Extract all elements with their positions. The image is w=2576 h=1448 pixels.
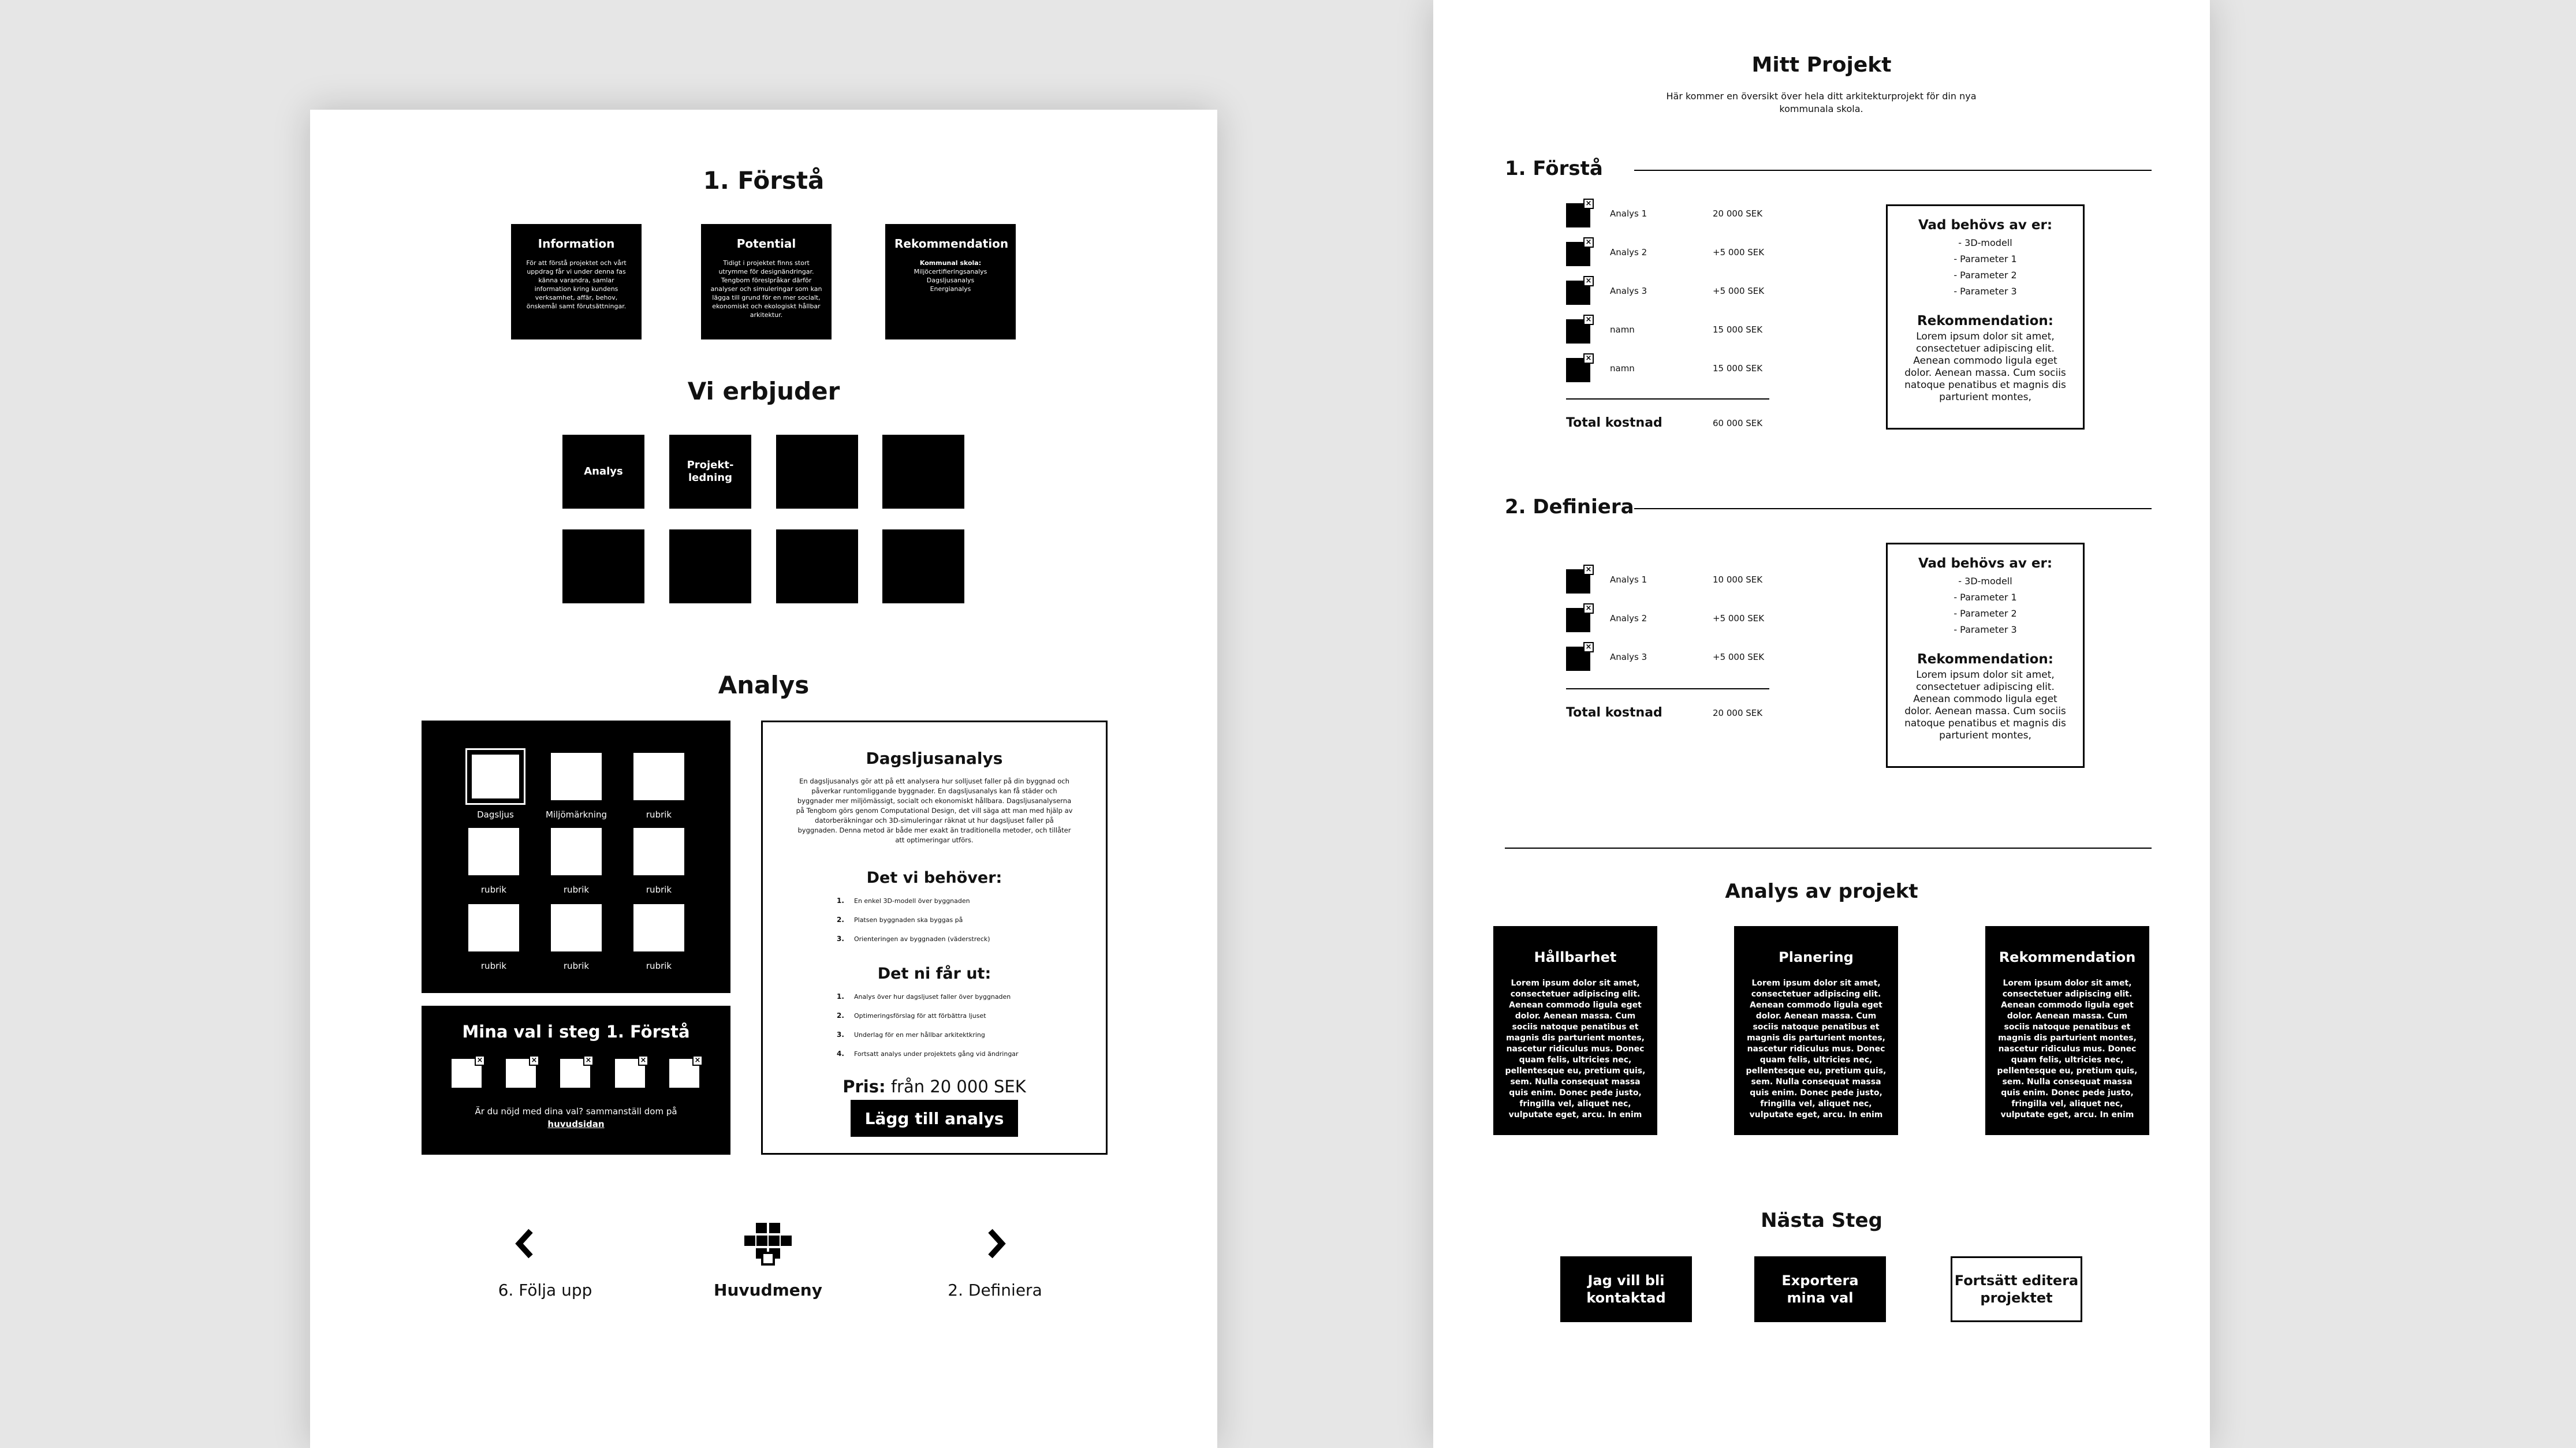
analysis-detail-box — [761, 721, 1108, 1155]
total-value: 20 000 SEK — [1713, 708, 1763, 718]
analysis-title: Analys — [718, 671, 810, 699]
requirement-item: - Parameter 3 — [1954, 286, 2017, 297]
requirement-item: - Parameter 1 — [1954, 592, 2017, 603]
requirement-item: - 3D-modell — [1958, 237, 2012, 248]
remove-icon[interactable]: × — [1583, 642, 1594, 652]
tile-label: rubrik — [480, 961, 507, 971]
detail-body: En dagsljusanalys gör att på ett analysera hur solljuset faller på din byggnad och påverkar runtomliggande byggnader. En dagsljusanalys kan få städer och byggnader mer miljömässigt, socialt och ekonomiskt hållbara. Dagsljusanalyserna på Tengbom görs genom Computational Design, det vill säga att man med hjälp av datorberäkningar och 3D-simuleringar räknat ut hur dagsljuset faller på byggnaden. Denna metod är både mer exakt än traditionella metoder, och tillåter att optimeringar utförs. — [796, 777, 1073, 844]
requirements-title: Vad behövs av er: — [1918, 218, 2053, 233]
card-body: Lorem ipsum dolor sit amet, consectetuer adipiscing elit. Aenean commodo ligula eget dolor. Aenean massa. Cum sociis natoque penatibus et magnis dis parturient montes, nascetur ridiculus mus. Donec quam felis, ultricies nec, pellentesque eu, pretium quis, sem. Nulla consequat massa quis enim. Donec pede justo, fringilla vel, aliquet nec, vulputate eget, arcu. In enim — [1505, 979, 1646, 1119]
total-label: Total kostnad — [1566, 416, 1662, 430]
item-name: Analys 3 — [1610, 652, 1647, 662]
nav-home-label[interactable]: Huvudmeny — [714, 1281, 822, 1300]
gets-title: Det ni får ut: — [877, 965, 991, 983]
item-price: 15 000 SEK — [1713, 324, 1763, 335]
section-title-definiera: 2. Definiera — [1505, 495, 1634, 518]
choice-slot[interactable] — [452, 1056, 483, 1088]
chevron-right-icon[interactable] — [981, 1227, 1009, 1260]
divider — [1634, 170, 2152, 171]
need-item: 3. Orienteringen av byggnaden (väderstreck) — [837, 935, 990, 943]
detail-title: Dagsljusanalys — [866, 749, 1003, 768]
tile-label: rubrik — [480, 885, 507, 895]
main-menu-icon[interactable] — [744, 1223, 792, 1266]
item-checkbox[interactable] — [1566, 643, 1592, 671]
get-item: 3. Underlag för en mer hållbar arkitektkring — [837, 1031, 985, 1039]
analysis-tile[interactable] — [633, 828, 684, 875]
item-price: +5 000 SEK — [1713, 652, 1765, 662]
need-item: 1. En enkel 3D-modell över byggnaden — [837, 897, 970, 905]
offer-tile[interactable] — [669, 529, 751, 603]
chevron-left-icon[interactable] — [512, 1227, 540, 1260]
analysis-card-rekommendation[interactable] — [1985, 926, 2149, 1135]
analysis-tile[interactable] — [468, 828, 519, 875]
offer-analys[interactable]: Analys — [562, 435, 644, 509]
divider — [1566, 688, 1769, 689]
get-item: 1. Analys över hur dagsljuset faller över byggnaden — [837, 992, 1011, 1001]
card-title: Rekommendation — [1999, 949, 2136, 965]
info-card-body: Miljöcertifieringsanalys Dagsljusanalys Energianalys — [914, 268, 987, 293]
total-value: 60 000 SEK — [1713, 418, 1763, 428]
remove-icon[interactable]: × — [1583, 353, 1594, 364]
export-choices-button[interactable]: Exportera mina val — [1754, 1256, 1886, 1322]
divider — [1566, 398, 1769, 400]
remove-icon[interactable]: × — [1583, 603, 1594, 614]
tile-label: Miljömärkning — [546, 809, 607, 820]
need-item: 2. Platsen byggnaden ska byggas på — [837, 916, 963, 924]
choice-slot[interactable] — [506, 1056, 538, 1088]
remove-icon[interactable]: × — [692, 1055, 703, 1066]
tile-label: Dagsljus — [477, 809, 514, 820]
offer-tile[interactable] — [776, 435, 858, 509]
right-page — [1433, 0, 2210, 1448]
requirements-title: Vad behövs av er: — [1918, 556, 2053, 571]
item-name: Analys 2 — [1610, 247, 1647, 257]
analysis-tile[interactable] — [468, 904, 519, 951]
tile-label: rubrik — [563, 961, 590, 971]
item-price: +5 000 SEK — [1713, 613, 1765, 624]
requirements-box — [1886, 543, 2085, 768]
add-analysis-button[interactable]: Lägg till analys — [851, 1100, 1018, 1137]
project-title: Mitt Projekt — [1751, 53, 1892, 77]
remove-icon[interactable]: × — [638, 1055, 648, 1066]
info-card-body: För att förstå projektet och vårt uppdrag får vi under denna fas känna varandra, samlar information kring kundens verksamhet, affär, behov, önskemål samt förutsättningar. — [526, 259, 627, 310]
requirement-item: - Parameter 2 — [1954, 608, 2017, 619]
recommendation-title: Rekommendation: — [1917, 652, 2053, 667]
item-name: Analys 3 — [1610, 286, 1647, 296]
remove-icon[interactable]: × — [1583, 199, 1594, 209]
choice-slot[interactable] — [669, 1056, 701, 1088]
remove-icon[interactable]: × — [583, 1055, 594, 1066]
info-card-subtitle: Kommunal skola: — [919, 259, 982, 267]
analysis-card-planering[interactable] — [1734, 926, 1898, 1135]
analysis-tile-miljomarkning[interactable] — [551, 753, 602, 800]
continue-editing-button[interactable]: Fortsätt editera projektet — [1951, 1256, 2082, 1322]
item-checkbox[interactable] — [1566, 277, 1592, 305]
item-price: 20 000 SEK — [1713, 208, 1763, 219]
remove-icon[interactable]: × — [475, 1055, 485, 1066]
choice-slot[interactable] — [560, 1056, 592, 1088]
info-card-body: Tidigt i projektet finns stort utrymme för designändringar. Tengbom föreslpråkar därför analyser och simuleringar som kan lägga till grund för en mer socialt, ekonomiskt och ekologiskt hållbar arkitektur. — [710, 259, 822, 319]
analysis-tile[interactable] — [551, 828, 602, 875]
requirement-item: - Parameter 3 — [1954, 624, 2017, 635]
item-price: +5 000 SEK — [1713, 247, 1765, 257]
offer-projektledning[interactable]: Projekt- ledning — [669, 435, 751, 509]
requirement-item: - 3D-modell — [1958, 576, 2012, 587]
price: Pris: från 20 000 SEK — [842, 1077, 1026, 1096]
home-link[interactable]: huvudsidan — [547, 1119, 605, 1129]
tile-label: rubrik — [646, 885, 672, 895]
recommendation-title: Rekommendation: — [1917, 314, 2053, 329]
my-choices-panel — [422, 1006, 730, 1155]
section-title-forsta: 1. Förstå — [1505, 157, 1603, 180]
item-name: Analys 1 — [1610, 208, 1647, 219]
project-analysis-title: Analys av projekt — [1725, 880, 1918, 903]
remove-icon[interactable]: × — [529, 1055, 539, 1066]
offer-tile[interactable] — [882, 435, 964, 509]
recommendation-body: Lorem ipsum dolor sit amet, consectetuer adipiscing elit. Aenean commodo ligula eget dolor. Aenean massa. Cum sociis natoque penatibus et magnis dis parturient montes, — [1904, 669, 2066, 741]
remove-icon[interactable]: × — [1583, 565, 1594, 575]
item-name: namn — [1610, 363, 1635, 374]
total-label: Total kostnad — [1566, 706, 1662, 720]
divider — [1505, 848, 2152, 849]
info-card-title: Information — [538, 237, 615, 251]
item-checkbox[interactable] — [1566, 565, 1592, 594]
item-checkbox[interactable] — [1566, 315, 1592, 344]
item-name: Analys 1 — [1610, 574, 1647, 585]
requirement-item: - Parameter 2 — [1954, 270, 2017, 281]
item-price: +5 000 SEK — [1713, 286, 1765, 296]
my-choices-text: Är du nöjd med dina val? sammanställ dom på — [475, 1106, 677, 1117]
left-page — [310, 110, 1217, 1448]
get-item: 2. Optimeringsförslag för att förbättra ljuset — [837, 1012, 986, 1020]
card-title: Hållbarhet — [1534, 949, 1617, 965]
offer-tile[interactable] — [562, 529, 644, 603]
analysis-tile-dagsljus[interactable] — [470, 753, 521, 800]
analysis-tile-grid — [422, 721, 730, 993]
divider — [1634, 508, 2152, 509]
offer-title: Vi erbjuder — [687, 377, 840, 405]
card-body: Lorem ipsum dolor sit amet, consectetuer adipiscing elit. Aenean commodo ligula eget dolor. Aenean massa. Cum sociis natoque penatibus et magnis dis parturient montes, nascetur ridiculus mus. Donec quam felis, ultricies nec, pellentesque eu, pretium quis, sem. Nulla consequat massa quis enim. Donec pede justo, fringilla vel, aliquet nec, vulputate eget, arcu. In enim — [1997, 979, 2138, 1119]
remove-icon[interactable]: × — [1583, 315, 1594, 325]
item-checkbox[interactable] — [1566, 604, 1592, 632]
info-card-title: Potential — [736, 237, 796, 251]
info-card-title: Rekommendation — [894, 237, 1009, 251]
item-name: Analys 2 — [1610, 613, 1647, 624]
item-checkbox[interactable] — [1566, 199, 1592, 227]
analysis-card-hallbarhet[interactable] — [1493, 926, 1657, 1135]
tile-label: rubrik — [646, 809, 672, 820]
card-body: Lorem ipsum dolor sit amet, consectetuer adipiscing elit. Aenean commodo ligula eget dolor. Aenean massa. Cum sociis natoque penatibus et magnis dis parturient montes, nascetur ridiculus mus. Donec quam felis, ultricies nec, pellentesque eu, pretium quis, sem. Nulla consequat massa quis enim. Donec pede justo, fringilla vel, aliquet nec, vulputate eget, arcu. In enim — [1746, 979, 1887, 1119]
requirement-item: - Parameter 1 — [1954, 253, 2017, 264]
recommendation-body: Lorem ipsum dolor sit amet, consectetuer adipiscing elit. Aenean commodo ligula eget dolor. Aenean massa. Cum sociis natoque penatibus et magnis dis parturient montes, — [1904, 331, 2066, 403]
choice-slot[interactable] — [615, 1056, 647, 1088]
item-price: 15 000 SEK — [1713, 363, 1763, 374]
analysis-tile[interactable] — [633, 904, 684, 951]
my-choices-title: Mina val i steg 1. Förstå — [462, 1022, 690, 1042]
next-steps-title: Nästa Steg — [1761, 1209, 1882, 1232]
get-item: 4. Fortsatt analys under projektets gång vid ändringar — [837, 1050, 1019, 1058]
contact-me-button[interactable]: Jag vill bli kontaktad — [1560, 1256, 1692, 1322]
section-title: 1. Förstå — [703, 166, 825, 195]
needs-title: Det vi behöver: — [866, 869, 1002, 887]
project-subtitle: Här kommer en översikt över hela ditt arkitekturprojekt för din nya kommunala skola. — [1666, 91, 1977, 114]
offer-tile[interactable] — [776, 529, 858, 603]
analysis-tile[interactable] — [551, 904, 602, 951]
item-price: 10 000 SEK — [1713, 574, 1763, 585]
nav-prev-label[interactable]: 6. Följa upp — [498, 1281, 592, 1300]
analysis-tile[interactable] — [633, 753, 684, 800]
item-checkbox[interactable] — [1566, 238, 1592, 266]
tile-label: rubrik — [563, 885, 590, 895]
offer-tile[interactable] — [882, 529, 964, 603]
info-card-information[interactable] — [511, 224, 642, 339]
remove-icon[interactable]: × — [1583, 276, 1594, 286]
remove-icon[interactable]: × — [1583, 237, 1594, 248]
tile-label: rubrik — [646, 961, 672, 971]
info-card-rekommendation[interactable] — [885, 224, 1016, 339]
nav-next-label[interactable]: 2. Definiera — [948, 1281, 1042, 1300]
card-title: Planering — [1779, 949, 1854, 965]
requirements-box — [1886, 204, 2085, 430]
item-checkbox[interactable] — [1566, 354, 1592, 382]
item-name: namn — [1610, 324, 1635, 335]
info-card-potential[interactable] — [701, 224, 832, 339]
